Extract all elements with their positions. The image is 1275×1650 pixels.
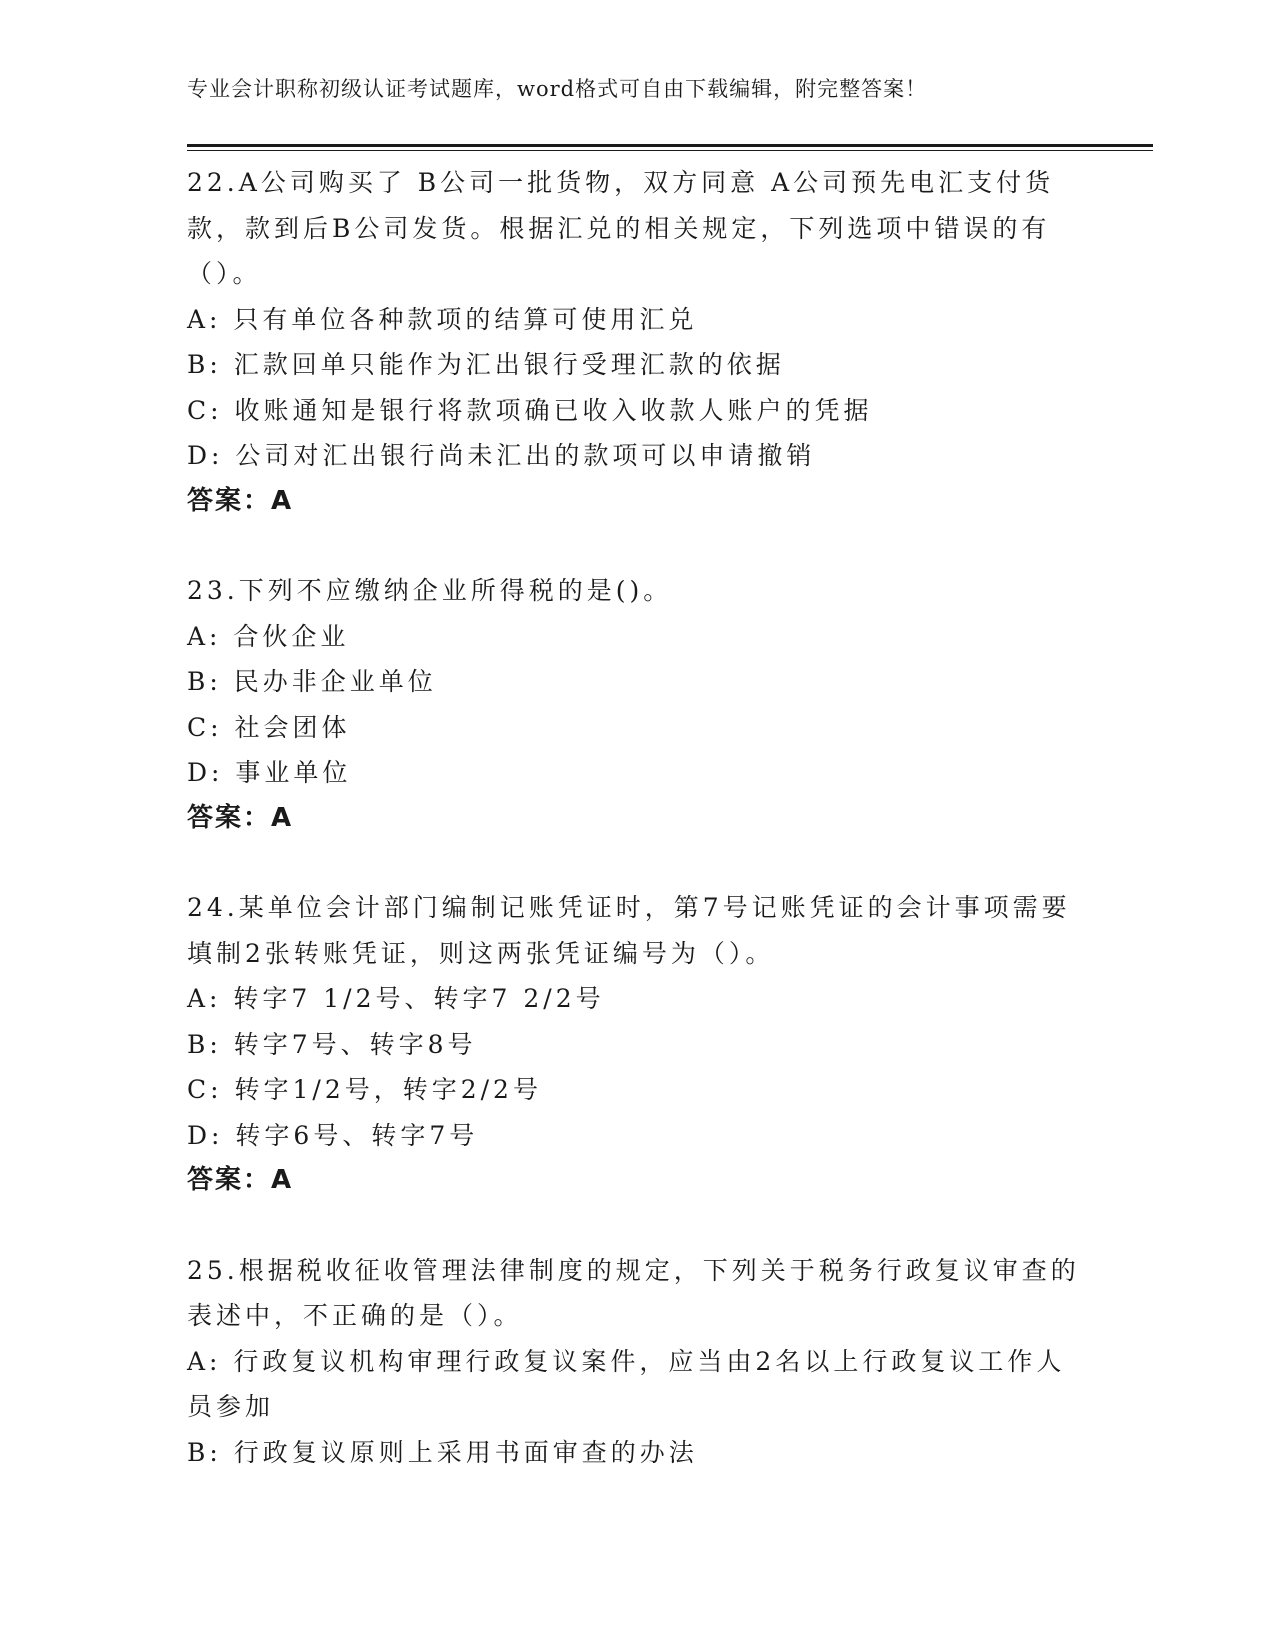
- option-b: B: 汇款回单只能作为汇出银行受理汇款的依据: [187, 350, 785, 379]
- option-a: A: 只有单位各种款项的结算可使用汇兑: [187, 304, 698, 334]
- option-b: B: 转字7号、转字8号: [187, 1029, 477, 1059]
- question-23: [187, 568, 1087, 841]
- answer: 答案：A: [187, 1165, 294, 1195]
- option-a: A: 转字7 1/2号、转字7 2/2号: [187, 984, 605, 1013]
- page-header: 专业会计职称初级认证考试题库，word格式可自由下载编辑，附完整答案！: [187, 77, 928, 101]
- answer: 答案：A: [187, 802, 294, 833]
- option-d: D: 转字6号、转字7号: [187, 1120, 479, 1150]
- header-rule-thick: [187, 144, 1153, 147]
- option-c: C: 社会团体: [187, 712, 351, 742]
- option-a: A: 行政复议机构审理行政复议案件，应当由2名以上行政复议工作人员参加: [187, 1346, 1066, 1421]
- option-a: A: 合伙企业: [187, 621, 350, 651]
- question-stem: 23.下列不应缴纳企业所得税的是()。: [187, 576, 673, 605]
- question-25: [187, 1248, 1087, 1476]
- question-list: [187, 160, 1087, 1519]
- option-c: C: 转字1/2号，转字2/2号: [187, 1075, 542, 1104]
- header-rule-thin: [187, 150, 1153, 151]
- option-d: D: 公司对汇出银行尚未汇出的款项可以申请撤销: [187, 441, 816, 470]
- option-b: B: 行政复议原则上采用书面审查的办法: [187, 1437, 698, 1467]
- question-24: [187, 885, 1087, 1204]
- question-22: [187, 160, 1087, 524]
- question-stem: 24.某单位会计部门编制记账凭证时，第7号记账凭证的会计事项需要填制2张转账凭证，则这两张凭证编号为（）。: [187, 893, 1071, 968]
- option-c: C: 收账通知是银行将款项确已收入收款人账户的凭据: [187, 395, 873, 425]
- answer: 答案：A: [187, 485, 294, 516]
- option-b: B: 民办非企业单位: [187, 667, 437, 696]
- question-stem: 25.根据税收征收管理法律制度的规定，下列关于税务行政复议审查的表述中，不正确的是（）。: [187, 1255, 1080, 1330]
- question-stem: 22.A公司购买了 B公司一批货物，双方同意 A公司预先电汇支付货款，款到后B公司发货。根据汇兑的相关规定，下列选项中错误的有（）。: [187, 168, 1055, 288]
- option-d: D: 事业单位: [187, 758, 352, 787]
